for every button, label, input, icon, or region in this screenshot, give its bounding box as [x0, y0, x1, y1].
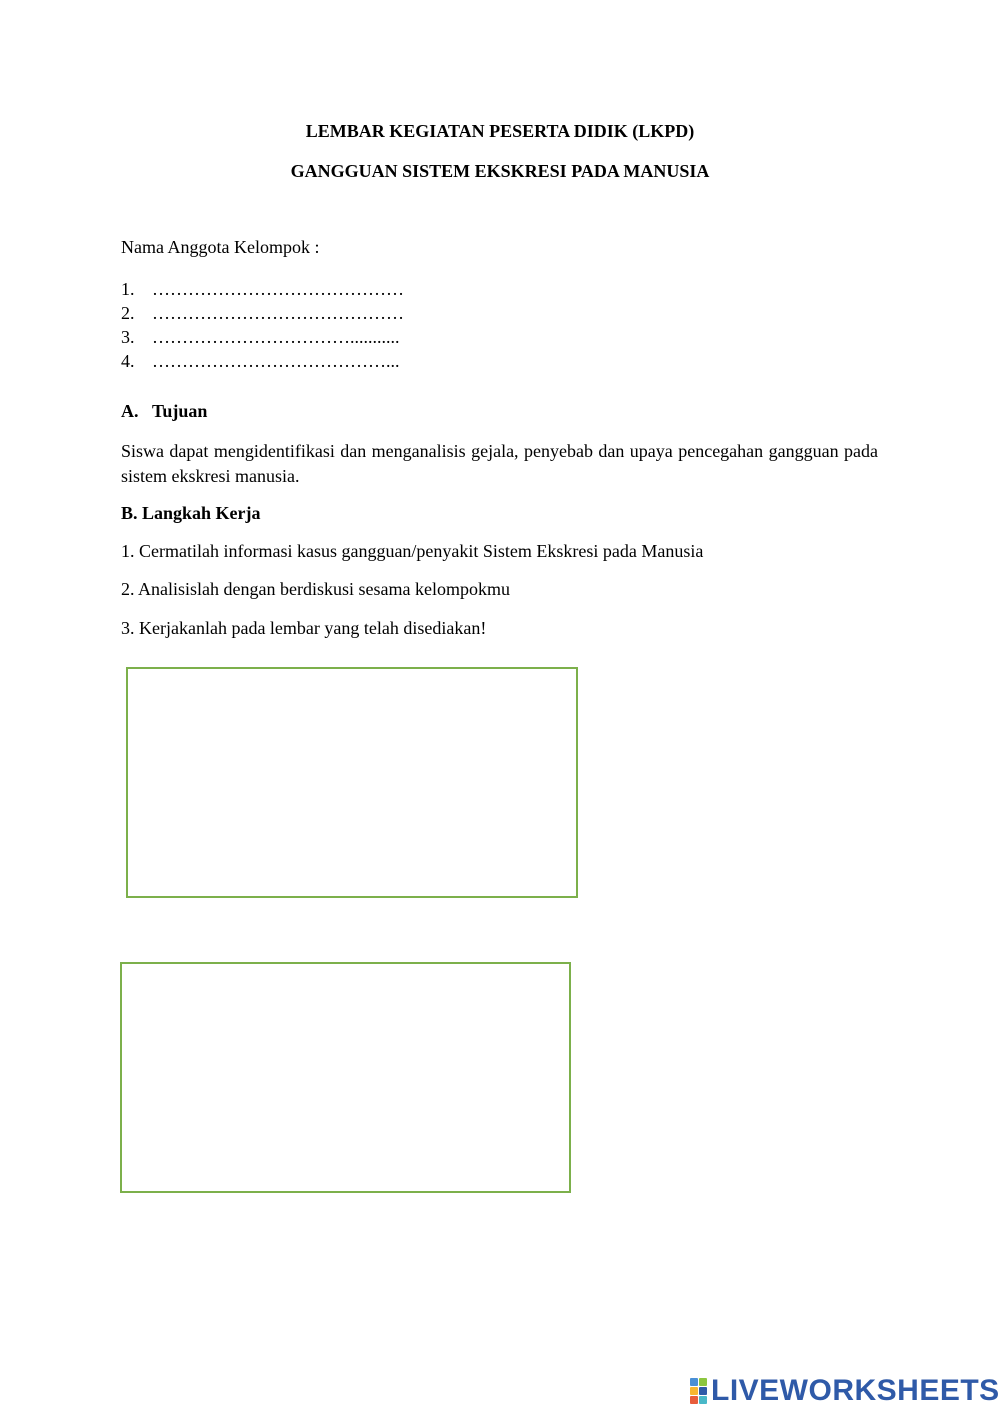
- member-blank: ……………………………………: [152, 303, 404, 323]
- step-1: 1. Cermatilah informasi kasus gangguan/penyakit Sistem Ekskresi pada Manusia: [121, 541, 704, 561]
- answer-box-1[interactable]: [126, 667, 578, 898]
- section-a-title: Tujuan: [152, 401, 208, 421]
- section-a-heading: [121, 401, 207, 422]
- member-line-3[interactable]: [121, 327, 400, 348]
- liveworksheets-logo: [690, 1374, 1000, 1408]
- answer-box-2[interactable]: [120, 962, 571, 1193]
- member-line-4[interactable]: [121, 351, 400, 372]
- step-2: 2. Analisislah dengan berdiskusi sesama kelompokmu: [121, 579, 510, 599]
- section-a-letter: A.: [121, 401, 139, 421]
- member-line-2[interactable]: [121, 303, 404, 324]
- member-blank: ……………………………………: [152, 279, 404, 299]
- logo-blocks-icon: [690, 1378, 707, 1404]
- section-a-body: Siswa dapat mengidentifikasi dan menganalisis gejala, penyebab dan upaya pencegahan gangguan pada sistem ekskresi manusia.: [121, 441, 878, 486]
- members-label: Nama Anggota Kelompok :: [121, 237, 320, 257]
- step-3: 3. Kerjakanlah pada lembar yang telah disediakan!: [121, 618, 487, 638]
- member-blank: ……………………………...........: [152, 327, 400, 347]
- section-b-heading: B. Langkah Kerja: [121, 503, 261, 523]
- document-title: LEMBAR KEGIATAN PESERTA DIDIK (LKPD): [305, 121, 695, 141]
- document-subtitle: GANGGUAN SISTEM EKSKRESI PADA MANUSIA: [290, 161, 710, 181]
- member-number: 3.: [121, 327, 135, 347]
- member-number: 2.: [121, 303, 135, 323]
- logo-text: LIVEWORKSHEETS: [711, 1374, 1000, 1407]
- member-line-1[interactable]: [121, 279, 404, 300]
- member-number: 4.: [121, 351, 135, 371]
- member-blank: …………………………………...: [152, 351, 400, 371]
- member-number: 1.: [121, 279, 135, 299]
